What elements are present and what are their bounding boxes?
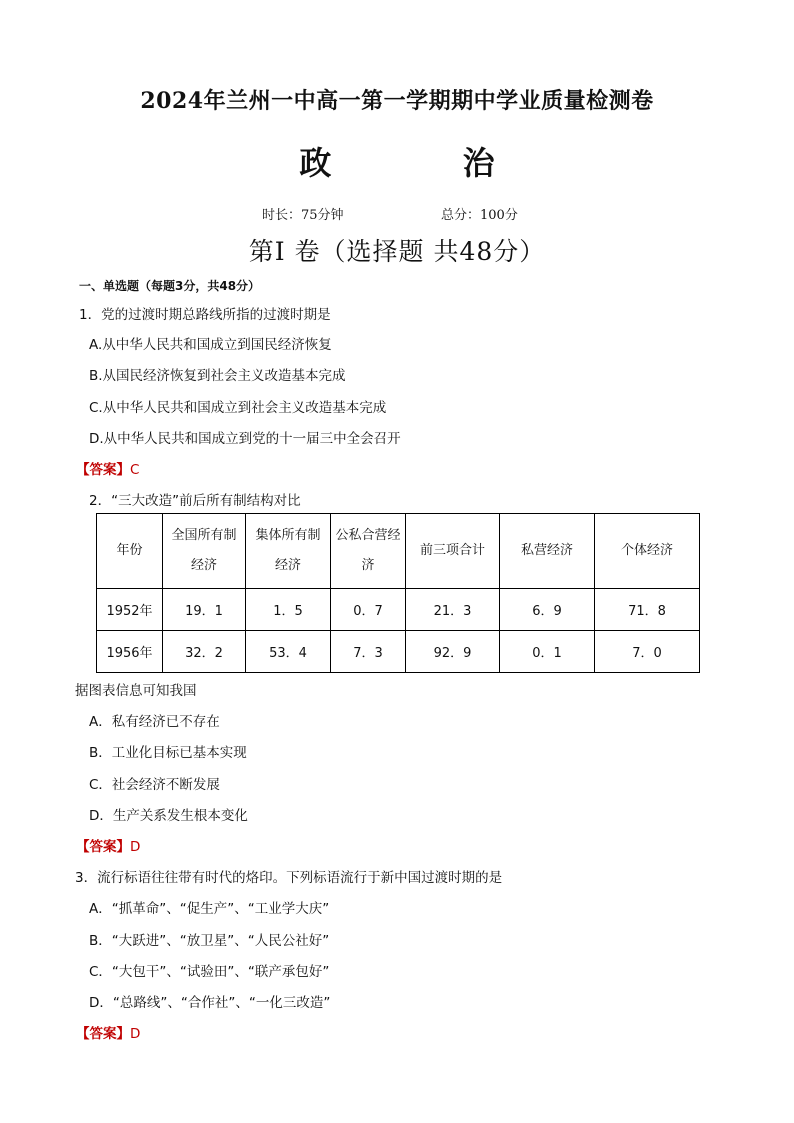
question-2-lead: 据图表信息可知我国 <box>75 683 197 699</box>
question-2-option-d: D．生产关系发生根本变化 <box>89 808 248 824</box>
exam-title: 2024年兰州一中高一第一学期期中学业质量检测卷 <box>140 88 654 114</box>
table-header-cell: 集体所有制经济 <box>246 514 331 589</box>
table-cell: 1．5 <box>246 589 331 631</box>
question-3-stem: 3．流行标语往往带有时代的烙印。下列标语流行于新中国过渡时期的是 <box>75 870 503 886</box>
question-2-option-c: C．社会经济不断发展 <box>89 777 220 793</box>
ownership-structure-table <box>96 513 700 673</box>
table-cell: 7．0 <box>595 631 700 673</box>
table-cell: 0．7 <box>331 589 406 631</box>
part-title: 第I 卷（选择题 共48分） <box>248 237 546 266</box>
table-header-row <box>97 514 700 589</box>
table-cell: 1952年 <box>97 589 163 631</box>
table-row <box>97 631 700 673</box>
exam-total-score: 总分：100分 <box>441 208 518 223</box>
answer-value: C <box>130 462 140 478</box>
question-2-answer <box>76 835 140 855</box>
table-cell: 0．1 <box>500 631 595 673</box>
answer-value: D <box>130 839 141 855</box>
answer-value: D <box>130 1026 141 1042</box>
question-1-option-d: D.从中华人民共和国成立到党的十一届三中全会召开 <box>89 431 401 447</box>
question-1-option-b: B.从国民经济恢复到社会主义改造基本完成 <box>89 368 346 384</box>
table-header-cell: 年份 <box>97 514 163 589</box>
table-header-cell: 全国所有制经济 <box>163 514 246 589</box>
question-3-option-d: D．“总路线”、“合作社”、“一化三改造” <box>89 995 331 1011</box>
subject-title: 政 治 <box>299 144 555 182</box>
table-header-cell: 公私合营经济 <box>331 514 406 589</box>
question-2-stem: 2．“三大改造”前后所有制结构对比 <box>89 493 301 509</box>
table-cell: 92．9 <box>406 631 500 673</box>
answer-tag: 【答案】 <box>76 1026 130 1042</box>
table-cell: 53．4 <box>246 631 331 673</box>
question-3-option-a: A．“抓革命”、“促生产”、“工业学大庆” <box>89 901 330 917</box>
answer-tag: 【答案】 <box>76 839 130 855</box>
table-header-cell: 个体经济 <box>595 514 700 589</box>
question-2-option-b: B．工业化目标已基本实现 <box>89 745 247 761</box>
answer-tag: 【答案】 <box>76 462 130 478</box>
table-cell: 6．9 <box>500 589 595 631</box>
table-cell: 32．2 <box>163 631 246 673</box>
exam-duration: 时长：75分钟 <box>262 208 344 223</box>
section-heading: 一、单选题（每题3分，共48分） <box>79 279 261 293</box>
table-cell: 71．8 <box>595 589 700 631</box>
question-1-option-a: A.从中华人民共和国成立到国民经济恢复 <box>89 337 332 353</box>
question-3-answer <box>76 1022 140 1042</box>
question-3-option-b: B．“大跃进”、“放卫星”、“人民公社好” <box>89 933 330 949</box>
question-1-answer <box>76 458 139 478</box>
table-header-cell: 前三项合计 <box>406 514 500 589</box>
question-3-option-c: C．“大包干”、“试验田”、“联产承包好” <box>89 964 330 980</box>
table-cell: 19．1 <box>163 589 246 631</box>
question-2-option-a: A．私有经济已不存在 <box>89 714 220 730</box>
table-cell: 7．3 <box>331 631 406 673</box>
question-1-option-c: C.从中华人民共和国成立到社会主义改造基本完成 <box>89 400 387 416</box>
question-1-stem: 1．党的过渡时期总路线所指的过渡时期是 <box>79 307 331 323</box>
table-cell: 21．3 <box>406 589 500 631</box>
table-header-cell: 私营经济 <box>500 514 595 589</box>
table-row <box>97 589 700 631</box>
table-cell: 1956年 <box>97 631 163 673</box>
